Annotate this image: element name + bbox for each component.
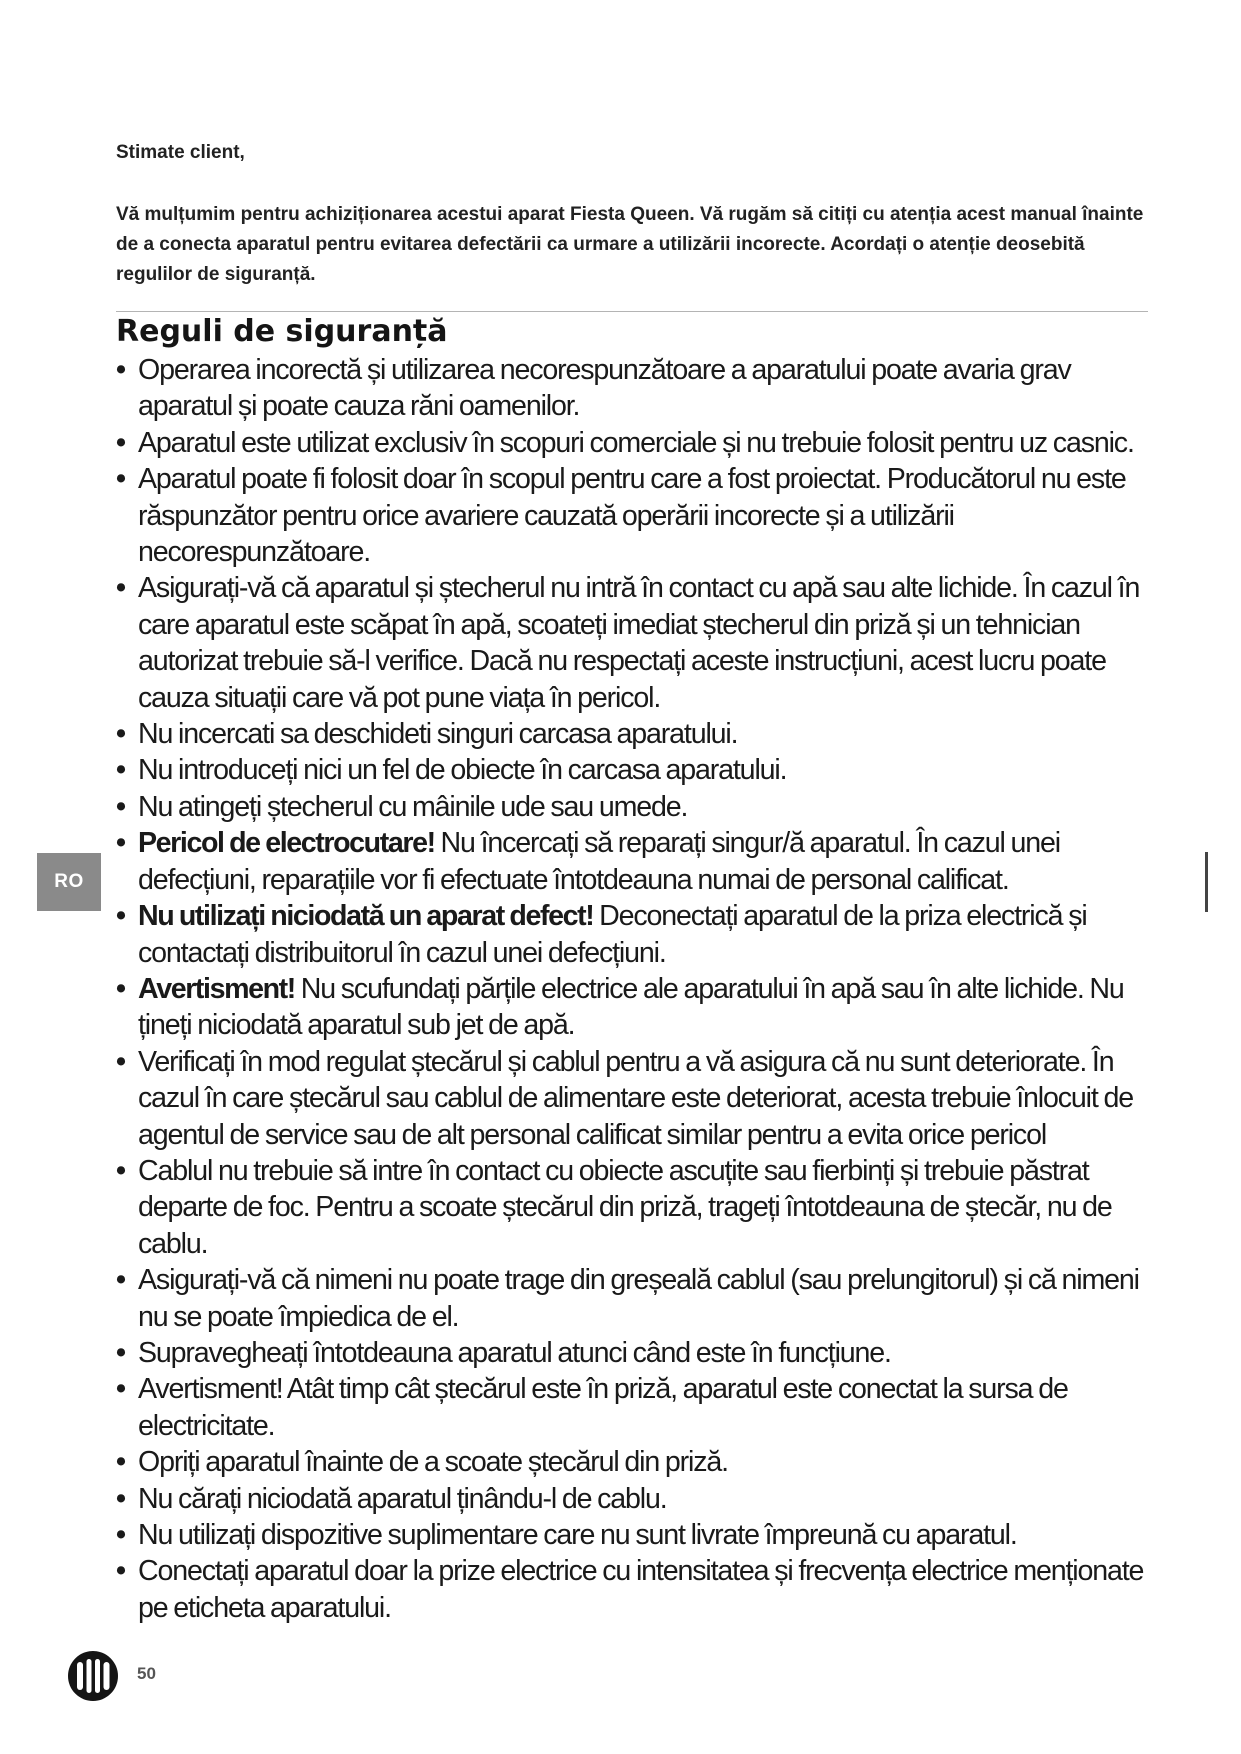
cutlery-logo-icon [67, 1650, 119, 1702]
bullet: • [116, 1519, 125, 1551]
logo-fork [87, 1659, 92, 1693]
list-item [116, 1553, 1166, 1626]
logo-knife-2 [104, 1662, 110, 1690]
rule-text: Nu cărați niciodată aparatul ținându-l de cablu. [138, 1482, 667, 1515]
rule-text: Aparatul este utilizat exclusiv în scopuri comerciale și nu trebuie folosit pentru uz casnic. [138, 426, 1134, 459]
rule-emphasis: Pericol de electrocutare! [138, 827, 435, 860]
margin-marker [1205, 852, 1208, 912]
list-item [116, 825, 1166, 898]
bullet: • [116, 1373, 125, 1406]
bullet: • [116, 754, 125, 787]
bullet: • [116, 354, 125, 386]
list-item [116, 425, 1166, 461]
rule-text: Nu utilizați dispozitive suplimentare care nu sunt livrate împreună cu aparatul. [138, 1519, 1017, 1551]
list-item [116, 752, 1166, 788]
rule-text: Supravegheați întotdeauna aparatul atunci când este în funcțiune. [138, 1336, 891, 1369]
rule-text: Deconectați aparatul de la priza electrică și contactați distribuitorul în cazul unei defecțiuni. [138, 900, 1087, 969]
logo-circle [68, 1651, 118, 1701]
bullet: • [116, 1154, 125, 1187]
list-item [116, 789, 1166, 825]
list-item [116, 1444, 1166, 1480]
rule-text: Verificați în mod regulat ștecărul și cablul pentru a vă asigura că nu sunt deteriorate. În cazul în care ștecărul sau cablul de alimentare este deteriorat, acesta trebuie înlocuit de agentul de service sau de alt personal calificat similar pentru a evita orice pericol [138, 1045, 1133, 1151]
rule-emphasis: Nu utilizați niciodată un aparat defect! [138, 900, 594, 933]
rule-emphasis: Avertisment! [138, 972, 295, 1005]
page-number: 50 [137, 1664, 156, 1683]
rule-text: Cablul nu trebuie să intre în contact cu obiecte ascuțite sau fierbinți și trebuie păstrat departe de foc. Pentru a scoate ștecărul din priză, trageți întotdeauna de ștecăr, nu de cablu. [138, 1154, 1112, 1260]
list-item [116, 1044, 1166, 1153]
rule-text: Nu introduceți nici un fel de obiecte în carcasa aparatului. [138, 754, 787, 787]
list-item [116, 1262, 1166, 1335]
bullet: • [116, 463, 125, 496]
bullet: • [116, 1446, 125, 1479]
rule-text: Nu atingeți ștecherul cu mâinile ude sau umede. [138, 790, 688, 823]
bullet: • [116, 1264, 125, 1297]
safety-rules-list [116, 352, 1166, 1626]
rule-text: Conectați aparatul doar la prize electrice cu intensitatea și frecvența electrice menționate pe eticheta aparatului. [138, 1555, 1144, 1624]
list-item [116, 1371, 1166, 1444]
list-item [116, 1481, 1166, 1517]
list-item [116, 1517, 1166, 1553]
rule-text: Nu incercati sa deschideti singuri carcasa aparatului. [138, 718, 738, 751]
rule-text: Asigurați-vă că aparatul și ștecherul nu intră în contact cu apă sau alte lichide. În cazul în care aparatul este scăpat în apă, scoateți imediat ștecherul din priză și un tehnician autorizat trebuie să-l verifice. Dacă nu respectați aceste instrucțiuni, acest lucru poate cauza situații care vă pot pune viața în pericol. [138, 572, 1140, 714]
list-item [116, 1335, 1166, 1371]
rule-text: Nu scufundați părțile electrice ale aparatului în apă sau în alte lichide. Nu țineți niciodată aparatul sub jet de apă. [138, 972, 1124, 1042]
bullet: • [116, 900, 125, 933]
bullet: • [116, 572, 125, 605]
bullet: • [116, 1555, 125, 1588]
list-item [116, 570, 1166, 716]
greeting: Stimate client, [116, 142, 245, 163]
bullet: • [116, 426, 125, 459]
intro-paragraph: Vă mulțumim pentru achiziționarea acestui aparat Fiesta Queen. Vă rugăm să citiți cu atenția acest manual înainte de a conecta aparatul pentru evitarea defectării ca urmare a utilizării incorecte. Acordați o atenție deosebită regulilor de siguranță. [116, 204, 1144, 285]
rule-text: Asigurați-vă că nimeni nu poate trage din greșeală cablul (sau prelungitorul) și că nimeni nu se poate împiedica de el. [138, 1264, 1139, 1333]
rule-text: Operarea incorectă și utilizarea necorespunzătoare a aparatului poate avaria grav aparatul și poate cauza răni oamenilor. [138, 354, 1071, 423]
list-item [116, 352, 1166, 425]
section-divider [116, 311, 1148, 312]
bullet: • [116, 827, 125, 860]
list-item [116, 971, 1166, 1044]
rule-text: Opriți aparatul înainte de a scoate ștecărul din priză. [138, 1446, 728, 1479]
bullet: • [116, 1336, 125, 1369]
section-heading: Reguli de siguranță [116, 314, 448, 349]
logo-knife [77, 1662, 83, 1690]
bullet: • [116, 1482, 125, 1515]
bullet: • [116, 1045, 125, 1078]
list-item [116, 461, 1166, 570]
bullet: • [116, 972, 125, 1005]
bullet: • [116, 718, 125, 751]
rule-text: Nu încercați să reparați singur/ă aparatul. În cazul unei defecțiuni, reparațiile vor fi efectuate întotdeauna numai de personal calificat. [138, 827, 1060, 896]
list-item [116, 1153, 1166, 1262]
list-item [116, 716, 1166, 752]
rule-text: Avertisment! Atât timp cât ștecărul este în priză, aparatul este conectat la sursa de electricitate. [138, 1373, 1068, 1442]
logo-spoon [95, 1659, 100, 1693]
bullet: • [116, 790, 125, 823]
list-item [116, 898, 1166, 971]
language-tab: RO [37, 853, 101, 911]
rule-text: Aparatul poate fi folosit doar în scopul pentru care a fost proiectat. Producătorul nu este răspunzător pentru orice avariere cauzată operării incorecte și a utilizării necorespunzătoare. [138, 463, 1126, 569]
